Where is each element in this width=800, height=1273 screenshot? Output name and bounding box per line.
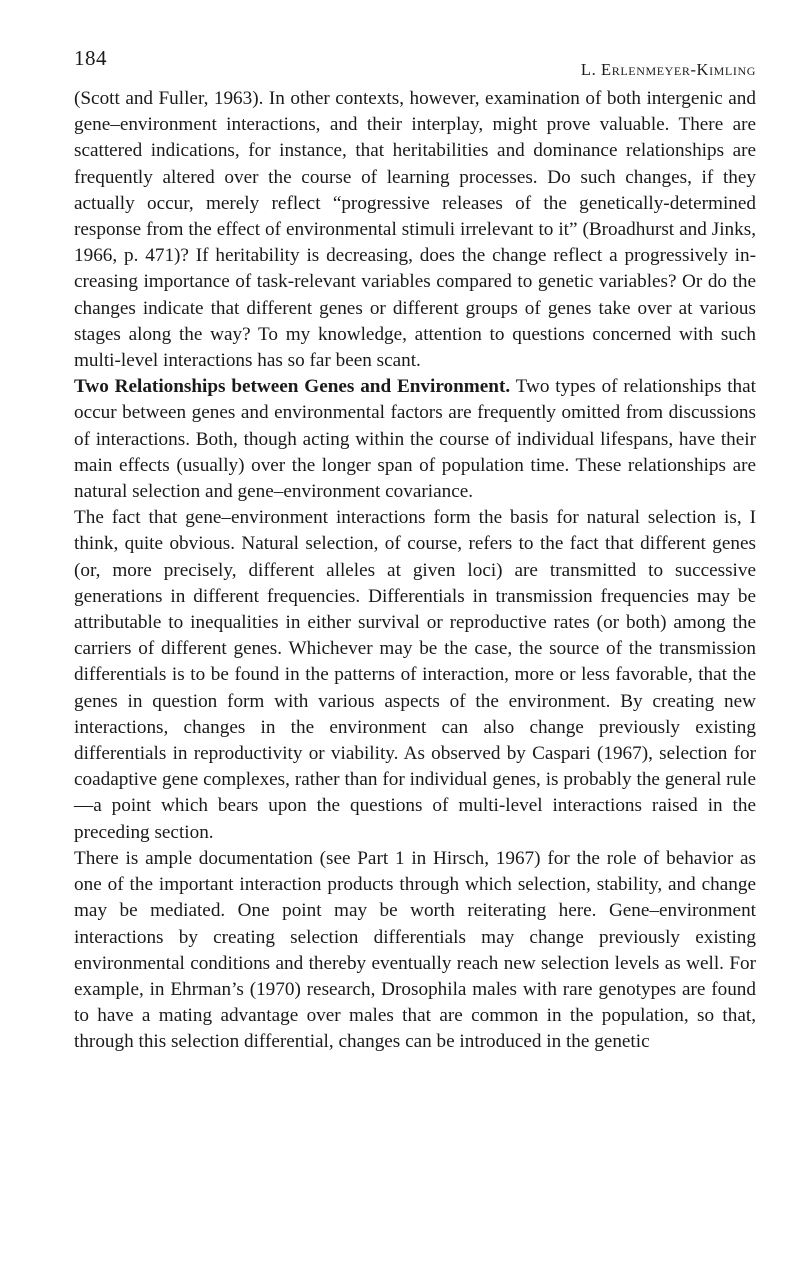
paragraph-text: (Scott and Fuller, 1963). In other contexts, however, examination of both intergenic and gene–environment interactions, and their interplay, might prove valuable. There are scattered indications, for instance, that heritabilities and dominance relationships are frequently altered over the course of learning processes. Do such changes, if they actually occur, merely reflect “progressive releases of the genetically-determined response from the effect of environmental stimuli irrelevant to it” (Broadhurst and Jinks, 1966, p. 471)? If heritability is decreasing, does the change reflect a progressively increasing importance of task-relevant variables compared to genetic variables? Or do the changes indicate that different genes or different groups of genes take over at various stages along the way? To my knowledge, attention to questions concerned with such multi-level interactions has so far been scant.: [74, 88, 756, 372]
page-header: [74, 46, 756, 86]
page-number: 184: [74, 46, 107, 70]
section-heading: Two Relationships between Genes and Environment.: [74, 376, 511, 398]
body-text: [74, 86, 756, 1056]
paragraph-text: Two types of relationships that occur between genes and environmental factors are frequently omitted from discussions of interactions. Both, though acting within the course of individual lifespans, have their main effects (usually) over the longer span of population time. These relationships are natural selection and gene–environment covariance.: [74, 376, 756, 503]
paragraph: [74, 846, 756, 1056]
paragraph-text: The fact that gene–environment interactions form the basis for natural selection is, I think, quite obvious. Natural selection, of course, refers to the fact that different genes (or, more precisely, different alleles at given loci) are transmitted to successive generations in different frequencies. Differentials in transmission frequencies may be attributable to inequalities in either survival or reproductive rates (or both) among the carriers of different genes. Whichever may be the case, the source of the transmission differentials is to be found in the patterns of interaction, more or less favorable, that the genes in question form with various aspects of the environment. By creating new interactions, changes in the environment can also change previously existing differentials in reproductivity or viability. As observed by Caspari (1967), selection for coadaptive gene complexes, rather than for individual genes, is probably the general rule—a point which bears upon the questions of multi-level interactions raised in the preceding section.: [74, 507, 756, 843]
paragraph: [74, 505, 756, 846]
paragraph: [74, 374, 756, 505]
book-page: [74, 46, 756, 1056]
paragraph: [74, 86, 756, 374]
running-head: L. Erlenmeyer-Kimling: [580, 60, 756, 79]
paragraph-text: There is ample documentation (see Part 1 in Hirsch, 1967) for the role of behavior as one of the important interaction products through which selection, stability, and change may be mediated. One point may be worth reiterating here. Gene–environment interactions by creating selection differentials may change previously existing environmental conditions and thereby eventually reach new selection levels as well. For example, in Ehrman’s (1970) research, Drosophila males with rare genotypes are found to have a mating advantage over males that are common in the population, so that, through this selection differential, changes can be introduced in the genetic: [74, 847, 756, 1053]
